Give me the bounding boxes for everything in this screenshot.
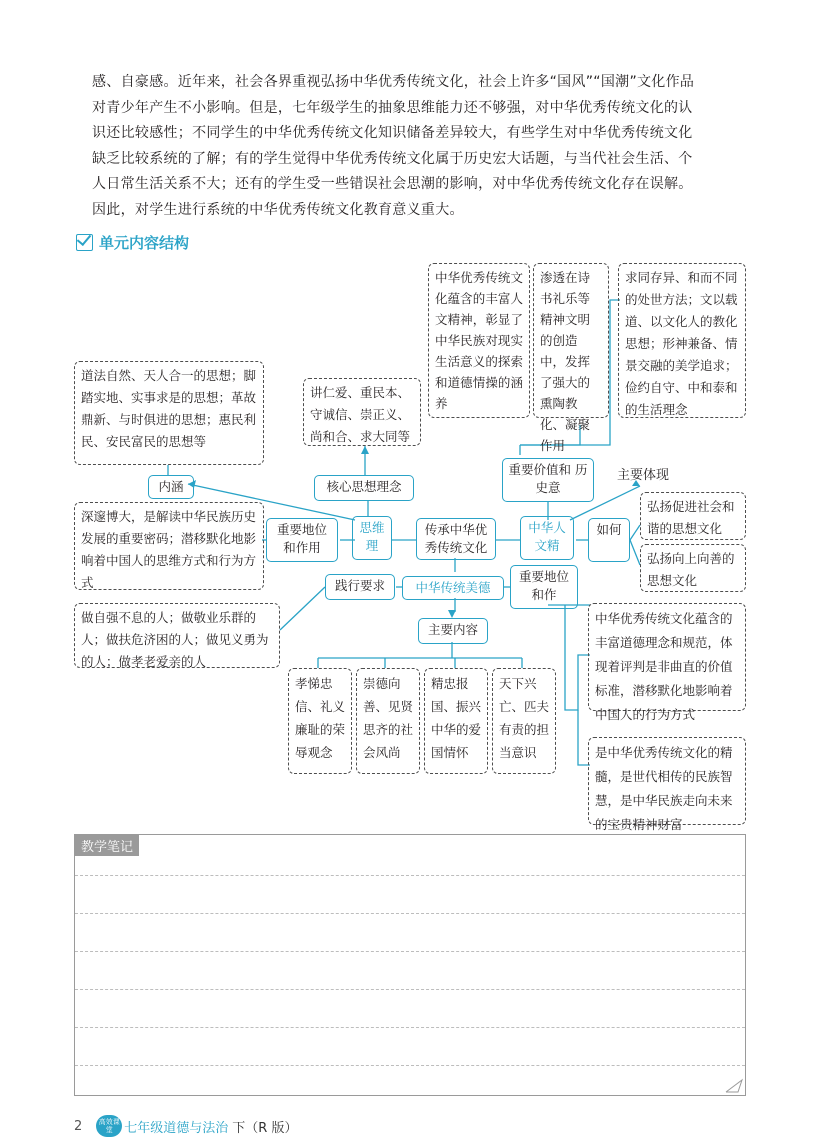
paragraph-line: 缺乏比较系统的了解；有的学生觉得中华优秀传统文化属于历史宏大话题，与当代社会生活、个: [92, 150, 693, 167]
zhongyao-left-node: [266, 518, 338, 562]
renwen-text: 中华人文精: [528, 520, 566, 553]
center-text: 传承中华优秀传统文化: [424, 522, 488, 555]
notes-label: 教学笔记: [75, 835, 139, 856]
tixian-label: 主要体现: [617, 468, 670, 483]
top-detail-box-2: [533, 263, 609, 453]
content-text-2: 崇德向善、见贤思齐的社会风尚: [363, 676, 414, 760]
zhuyao-node: [418, 618, 488, 644]
diwei-detail-box: [74, 502, 264, 590]
hongyang-text-1: 弘扬促进社会和谐的思想文化: [647, 499, 735, 536]
neihan-node: [148, 475, 194, 499]
book-volume: 下（R 版）: [232, 1120, 298, 1136]
page-footer: [74, 1115, 297, 1137]
zhongyao-left-text: 重要地位和作用: [276, 522, 327, 555]
ruhe-node: [588, 518, 630, 562]
right-detail-box-1: [588, 603, 746, 722]
book-title: 七年级道德与法治: [124, 1120, 229, 1136]
content-text-1: 孝悌忠信、礼义廉耻的荣辱观念: [295, 676, 346, 760]
center-node: [416, 518, 496, 560]
hexin-text: 核心思想理念: [326, 479, 402, 494]
ruhe-text: 如何: [596, 522, 622, 537]
jianxing-detail-box: [74, 603, 280, 668]
brand-logo: 高效课堂: [96, 1115, 122, 1137]
hexin-detail-text: 讲仁爱、重民本、守诚信、崇正义、尚和合、求大同等: [310, 385, 411, 444]
paragraph-line: 识还比较感性；不同学生的中华优秀传统文化知识储备差异较大，有些学生对中华优秀传统文化: [92, 125, 693, 141]
content-text-4: 天下兴亡、匹夫有责的担当意识: [499, 676, 550, 760]
content-text-3: 精忠报国、振兴中华的爱国情怀: [431, 676, 482, 760]
hongyang-text-2: 弘扬向上向善的思想文化: [647, 551, 735, 588]
notes-rule: [75, 875, 745, 876]
renwen-node: [520, 516, 574, 560]
right-detail-text-2: 是中华优秀传统文化的精髓，是世代相传的民族智慧，是中华民族走向未来的宝贵精神财富: [595, 745, 733, 832]
section-title: 单元内容结构: [99, 234, 190, 252]
jianxing-detail-text: 做自强不息的人；做敬业乐群的人；做扶危济困的人；做见义勇为的人；做孝老爱亲的人: [81, 610, 269, 669]
notes-rule: [75, 913, 745, 914]
paragraph-line: 人日常生活关系不大；还有的学生受一些错误社会思潮的影响，对中华优秀传统文化存在误解。: [92, 176, 693, 192]
notes-rule: [75, 1065, 745, 1066]
top-detail-text-2: 渗透在诗书礼乐等精神文明的创造中，发挥了强大的熏陶教化、凝聚作用: [540, 270, 591, 453]
hexin-node: [314, 475, 414, 501]
zhuyao-text: 主要内容: [427, 622, 478, 637]
hongyang-box-1: [640, 492, 746, 540]
content-box-4: [492, 668, 556, 774]
siwei-text: 思维理: [359, 520, 385, 553]
neihan-detail-box: [74, 361, 264, 465]
content-box-3: [424, 668, 488, 774]
paragraph-line: 对青少年产生不小影响。但是，七年级学生的抽象思维能力还不够强，对中华优秀传统文化的认: [92, 99, 693, 116]
top-detail-box-1: [428, 263, 530, 418]
neihan-text: 内涵: [158, 479, 184, 494]
hongyang-box-2: [640, 544, 746, 592]
right-detail-box-2: [588, 737, 746, 832]
diwei-detail-text: 深邃博大，是解读中华民族历史发展的重要密码；潜移默化地影响着中国人的思维方式和行为方式: [81, 509, 257, 590]
zhongyao-right-node: [510, 565, 578, 609]
top-detail-box-3: [618, 263, 746, 418]
top-detail-text-3: 求同存异、和而不同的处世方法；文以载道、以文化人的教化思想；形神兼备、情景交融的美学追求；俭约自守、中和泰和的生活理念: [625, 270, 738, 417]
jianxing-node: [325, 574, 395, 600]
teaching-notes-box[interactable]: [74, 834, 746, 1096]
content-box-1: [288, 668, 352, 774]
zhongyao-right-text: 重要地位和作: [518, 569, 569, 602]
paragraph-line: 因此，对学生进行系统的中华优秀传统文化教育意义重大。: [92, 201, 464, 218]
top-detail-text-1: 中华优秀传统文化蕴含的丰富人文精神，彰显了中华民族对现实生活意义的探索和道德情操的涵养: [435, 270, 523, 411]
notes-rule: [75, 1027, 745, 1028]
jianxing-text: 践行要求: [334, 578, 385, 593]
hexin-detail-box: [303, 378, 421, 446]
notes-rule: [75, 989, 745, 990]
siwei-node: [352, 516, 392, 560]
notes-rule: [75, 951, 745, 952]
paragraph-line: 感、自豪感。近年来，社会各界重视弘扬中华优秀传统文化，社会上许多“国风”“国潮”文化作品: [92, 74, 695, 90]
meide-node: [402, 576, 504, 600]
jiazhi-node: [502, 458, 594, 502]
content-box-2: [356, 668, 420, 774]
jiazhi-text: 重要价值和 历史意: [508, 462, 588, 495]
page-number: 2: [74, 1118, 83, 1134]
page-corner-icon: [725, 1079, 743, 1093]
neihan-detail-text: 道法自然、天人合一的思想；脚踏实地、实事求是的思想；革故鼎新、与时俱进的思想；惠民利民、安民富民的思想等: [81, 368, 257, 449]
right-detail-text-1: 中华优秀传统文化蕴含的丰富道德理念和规范，体现着评判是非曲直的价值标准，潜移默化地影响着中国人的行为方式: [595, 611, 733, 722]
meide-text: 中华传统美德: [415, 580, 491, 595]
